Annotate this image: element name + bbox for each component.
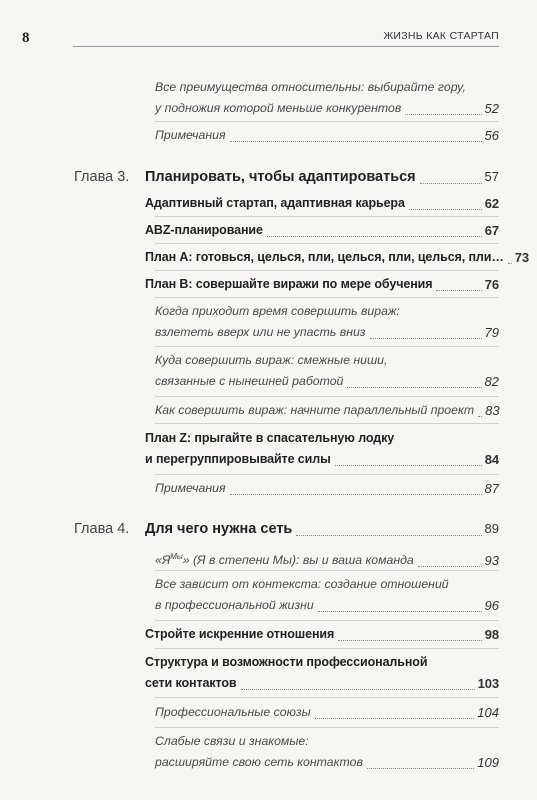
toc-page-number: 56 [484,128,499,143]
toc-entry-text: в профессиональной жизни [155,598,314,612]
toc-entry[interactable] [155,702,499,723]
toc-page-number: 96 [484,598,499,613]
toc-entry-text: «$Я^{Мы}$» (Я в степени Мы): вы и ваша команда [155,552,414,568]
chapter-label: Глава 3. [74,169,130,185]
toc-entry-text: Структура и возможности профессиональной [145,655,428,669]
chapter-title-entry[interactable] [145,166,499,188]
toc-page-number: 104 [477,705,499,720]
toc-entry[interactable] [155,301,499,343]
toc-page-number: 62 [484,196,499,211]
toc-page-number: 84 [484,452,499,467]
toc-entry[interactable] [155,400,499,421]
toc-entry[interactable] [155,478,499,499]
toc-entry[interactable] [145,624,499,645]
toc-entry[interactable] [155,350,499,392]
toc-entry[interactable] [145,220,499,241]
toc-page-number: 93 [484,553,499,569]
toc-page-number: 83 [485,403,500,418]
chapter-label: Глава 4. [74,521,130,537]
toc-entry-text: и перегруппировывайте силы [145,452,331,466]
toc-entry[interactable] [145,652,499,694]
toc-entry-text: Адаптивный стартап, адаптивная карьера [145,196,405,210]
toc-page-number: 109 [477,755,499,770]
toc-entry-text: связанные с нынешней работой [155,374,344,388]
chapter-title: Для чего нужна сеть [145,521,293,537]
toc-page-number: 89 [484,521,499,536]
toc-page-number: 52 [484,101,499,116]
toc-entry-text: Когда приходит время совершить вираж: [155,304,400,318]
toc-entry[interactable] [155,546,499,571]
toc-entry-text: Все зависит от контекста: создание отношений [155,577,449,591]
toc-entry-text: Примечания [155,481,226,495]
toc-entry-text: ABZ-планирование [145,223,263,237]
toc-entry-text: Слабые связи и знакомые: [155,734,309,748]
page-number: 8 [22,30,30,46]
toc-entry-text: сети контактов [145,676,237,690]
toc-entry-text: Профессиональные союзы [155,705,311,719]
chapter-title: Планировать, чтобы адаптироваться [145,169,416,185]
toc-page-number: 73 [514,250,530,265]
toc-entry[interactable] [155,574,499,616]
toc-page-number: 87 [484,481,499,496]
chapter-title-entry[interactable] [145,518,499,540]
toc-entry-text: План Z: прыгайте в спасательную лодку [145,431,395,445]
toc-page-number: 57 [484,169,499,184]
toc-entry-text: Примечания [155,128,226,142]
toc-entry-text: Стройте искренние отношения [145,627,335,641]
toc-entry-text: Все преимущества относительны: выбирайте гору, [155,80,466,94]
toc-page-number: 82 [484,374,499,389]
toc-entry-text: Как совершить вираж: начните параллельный проект [155,403,475,417]
toc-entry-text: у подножия которой меньше конкурентов [155,101,402,115]
toc-page-number: 76 [484,277,499,292]
toc-entry-text: расширяйте свою сеть контактов [155,755,363,769]
toc-entry-text: взлететь вверх или не упасть вниз [155,325,366,339]
toc-page-number: 103 [477,676,499,691]
toc-entry[interactable] [145,274,499,295]
toc-entry[interactable] [155,125,499,146]
toc-page-number: 79 [484,325,499,340]
toc-entry[interactable] [145,247,530,268]
toc-page-number: 98 [484,627,499,642]
toc-entry[interactable] [145,428,499,470]
toc-page-number: 67 [484,223,499,238]
toc-entry[interactable] [145,193,499,214]
toc-entry-text: План А: готовься, целься, пли, целься, пли, целься, пли… [145,250,504,264]
running-title: ЖИЗНЬ КАК СТАРТАП [383,30,499,42]
toc-entry-text: План В: совершайте виражи по мере обучения [145,277,433,291]
toc-entry-text: Куда совершить вираж: смежные ниши, [155,353,388,367]
toc-entry[interactable] [155,731,499,773]
toc-entry[interactable] [155,77,499,119]
